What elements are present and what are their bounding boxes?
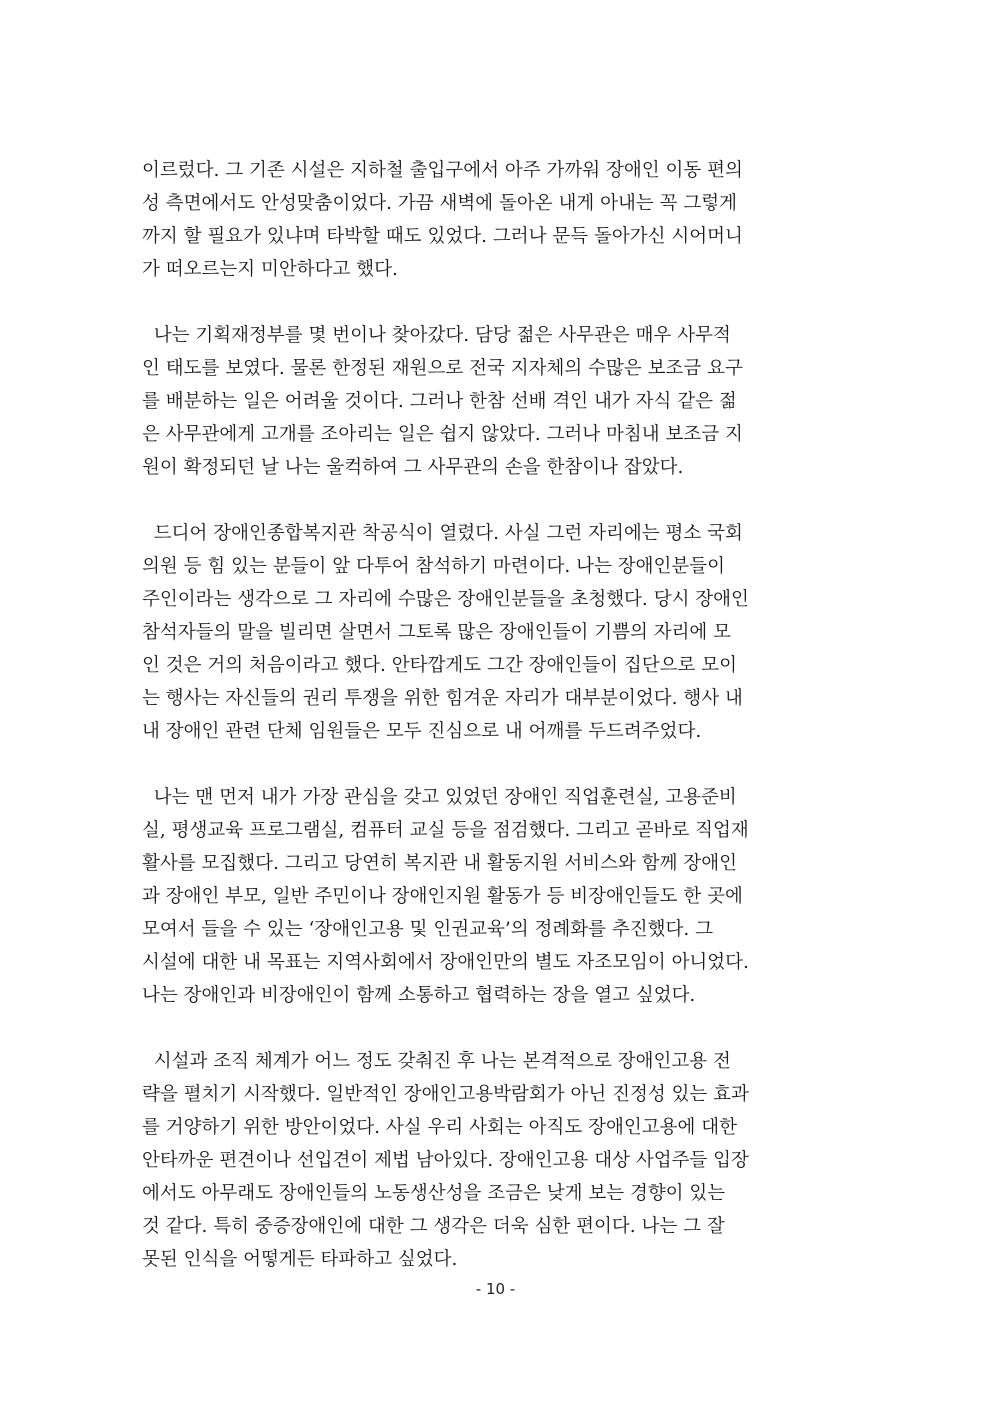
- text-line: 인 것은 거의 처음이라고 했다. 안타깝게도 그간 장애인들이 집단으로 모이: [142, 655, 737, 676]
- text-line: 모여서 들을 수 있는 ‘장애인고용 및 인권교육’의 정례화를 추진했다. 그: [142, 919, 713, 940]
- text-line: 나는 장애인과 비장애인이 함께 소통하고 협력하는 장을 열고 싶었다.: [142, 985, 696, 1006]
- paragraph-5: [142, 1045, 850, 1276]
- paragraph-spacer: [142, 1012, 850, 1045]
- text-line: 략을 펼치기 시작했다. 일반적인 장애인고용박람회가 아닌 진정성 있는 효과: [142, 1084, 749, 1105]
- paragraph-spacer: [142, 286, 850, 319]
- text-line: 원이 확정되던 날 나는 울컥하여 그 사무관의 손을 한참이나 잡았다.: [142, 457, 684, 478]
- text-line: 은 사무관에게 고개를 조아리는 일은 쉽지 않았다. 그러나 마침내 보조금 지: [142, 424, 743, 445]
- text-line: 참석자들의 말을 빌리면 살면서 그토록 많은 장애인들이 기쁨의 자리에 모: [142, 622, 732, 643]
- text-line: 가 떠오르는지 미안하다고 했다.: [142, 259, 398, 280]
- paragraph-2: [142, 319, 850, 484]
- body-text: [142, 154, 850, 1276]
- text-line: 는 행사는 자신들의 권리 투쟁을 위한 힘겨운 자리가 대부분이었다. 행사 내: [142, 688, 743, 709]
- text-line: 의원 등 힘 있는 분들이 앞 다투어 참석하기 마련이다. 나는 장애인분들이: [142, 556, 725, 577]
- text-line: 활사를 모집했다. 그리고 당연히 복지관 내 활동지원 서비스와 함께 장애인: [142, 853, 737, 874]
- text-line: 못된 인식을 어떻게든 타파하고 싶었다.: [142, 1249, 458, 1270]
- paragraph-1: [142, 154, 850, 286]
- paragraph-spacer: [142, 484, 850, 517]
- paragraph-3: [142, 517, 850, 748]
- text-line: 주인이라는 생각으로 그 자리에 수많은 장애인분들을 초청했다. 당시 장애인: [142, 589, 749, 610]
- text-line: 인 태도를 보였다. 물론 한정된 재원으로 전국 지자체의 수많은 보조금 요구: [142, 358, 743, 379]
- text-line: 를 거양하기 위한 방안이었다. 사실 우리 사회는 아직도 장애인고용에 대한: [142, 1117, 737, 1138]
- page-number: - 10 -: [475, 1280, 516, 1298]
- text-line: 것 같다. 특히 중증장애인에 대한 그 생각은 더욱 심한 편이다. 나는 그 잘: [142, 1216, 725, 1237]
- text-line: 안타까운 편견이나 선입견이 제법 남아있다. 장애인고용 대상 사업주들 입장: [142, 1150, 749, 1171]
- text-line: 를 배분하는 일은 어려울 것이다. 그러나 한참 선배 격인 내가 자식 같은 젊: [142, 391, 737, 412]
- text-line: 실, 평생교육 프로그램실, 컴퓨터 교실 등을 점검했다. 그리고 곧바로 직업재: [142, 820, 749, 841]
- text-line: 내 장애인 관련 단체 임원들은 모두 진심으로 내 어깨를 두드려주었다.: [142, 721, 702, 742]
- text-line: 에서도 아무래도 장애인들의 노동생산성을 조금은 낮게 보는 경향이 있는: [142, 1183, 726, 1204]
- text-line: 성 측면에서도 안성맞춤이었다. 가끔 새벽에 돌아온 내게 아내는 꼭 그렇게: [142, 193, 737, 214]
- paragraph-spacer: [142, 748, 850, 781]
- text-line: 시설에 대한 내 목표는 지역사회에서 장애인만의 별도 자조모임이 아니었다.: [142, 952, 749, 973]
- text-line: 드디어 장애인종합복지관 착공식이 열렸다. 사실 그런 자리에는 평소 국회: [142, 523, 743, 544]
- text-line: 시설과 조직 체계가 어느 정도 갖춰진 후 나는 본격적으로 장애인고용 전: [142, 1051, 731, 1072]
- text-line: 이르렀다. 그 기존 시설은 지하철 출입구에서 아주 가까워 장애인 이동 편의: [142, 160, 743, 181]
- paragraph-4: [142, 781, 850, 1012]
- text-line: 나는 맨 먼저 내가 가장 관심을 갖고 있었던 장애인 직업훈련실, 고용준비: [142, 787, 737, 808]
- text-line: 까지 할 필요가 있냐며 타박할 때도 있었다. 그러나 문득 돌아가신 시어머니: [142, 226, 743, 247]
- text-line: 과 장애인 부모, 일반 주민이나 장애인지원 활동가 등 비장애인들도 한 곳에: [142, 886, 743, 907]
- text-line: 나는 기획재정부를 몇 번이나 찾아갔다. 담당 젊은 사무관은 매우 사무적: [142, 325, 731, 346]
